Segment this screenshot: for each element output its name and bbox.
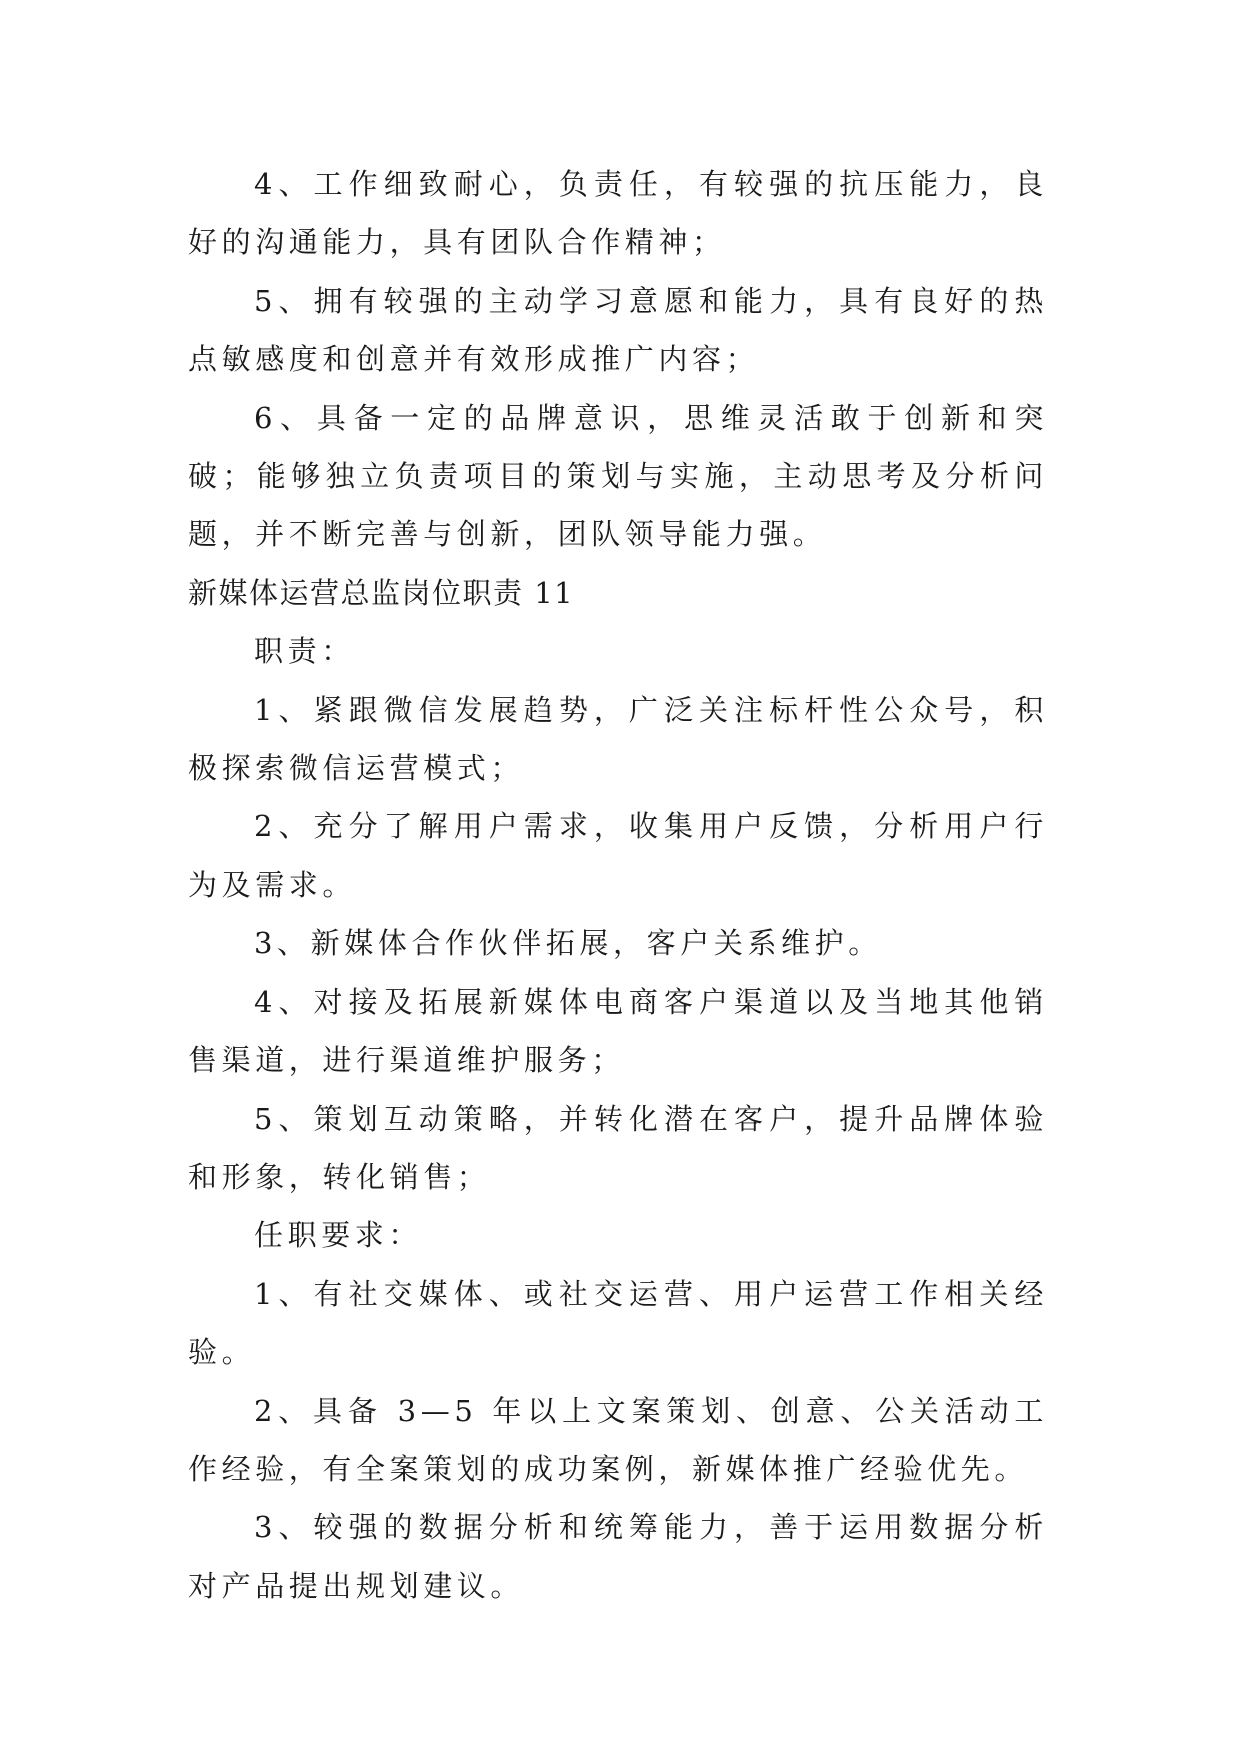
paragraph: 3、新媒体合作伙伴拓展，客户关系维护。 [254, 926, 882, 961]
paragraph: 2、具备 3—5 年以上文案策划、创意、公关活动工作经验，有全案策划的成功案例，新媒体推广经验优先。 [188, 1393, 1048, 1486]
paragraph: 4、工作细致耐心，负责任，有较强的抗压能力，良好的沟通能力，具有团队合作精神； [188, 167, 1048, 260]
paragraph: 1、有社交媒体、或社交运营、用户运营工作相关经验。 [188, 1276, 1048, 1370]
paragraph: 2、充分了解用户需求，收集用户反馈，分析用户行为及需求。 [188, 809, 1048, 902]
paragraph: 5、策划互动策略，并转化潜在客户，提升品牌体验和形象，转化销售； [188, 1101, 1048, 1194]
paragraph: 1、紧跟微信发展趋势，广泛关注标杆性公众号，积极探索微信运营模式； [188, 692, 1048, 786]
document-body [188, 155, 1048, 1615]
subheading-duties: 职责： [254, 634, 355, 669]
paragraph: 6、具备一定的品牌意识，思维灵活敢于创新和突破；能够独立负责项目的策划与实施，主动思考及分析问题，并不断完善与创新，团队领导能力强。 [188, 400, 1048, 552]
paragraph: 5、拥有较强的主动学习意愿和能力，具有良好的热点敏感度和创意并有效形成推广内容； [188, 283, 1048, 377]
subheading-requirements: 任职要求： [254, 1218, 423, 1253]
paragraph: 3、较强的数据分析和统筹能力，善于运用数据分析对产品提出规划建议。 [188, 1510, 1048, 1603]
section-heading: 新媒体运营总监岗位职责 11 [188, 575, 575, 610]
paragraph: 4、对接及拓展新媒体电商客户渠道以及当地其他销售渠道，进行渠道维护服务； [188, 984, 1048, 1078]
